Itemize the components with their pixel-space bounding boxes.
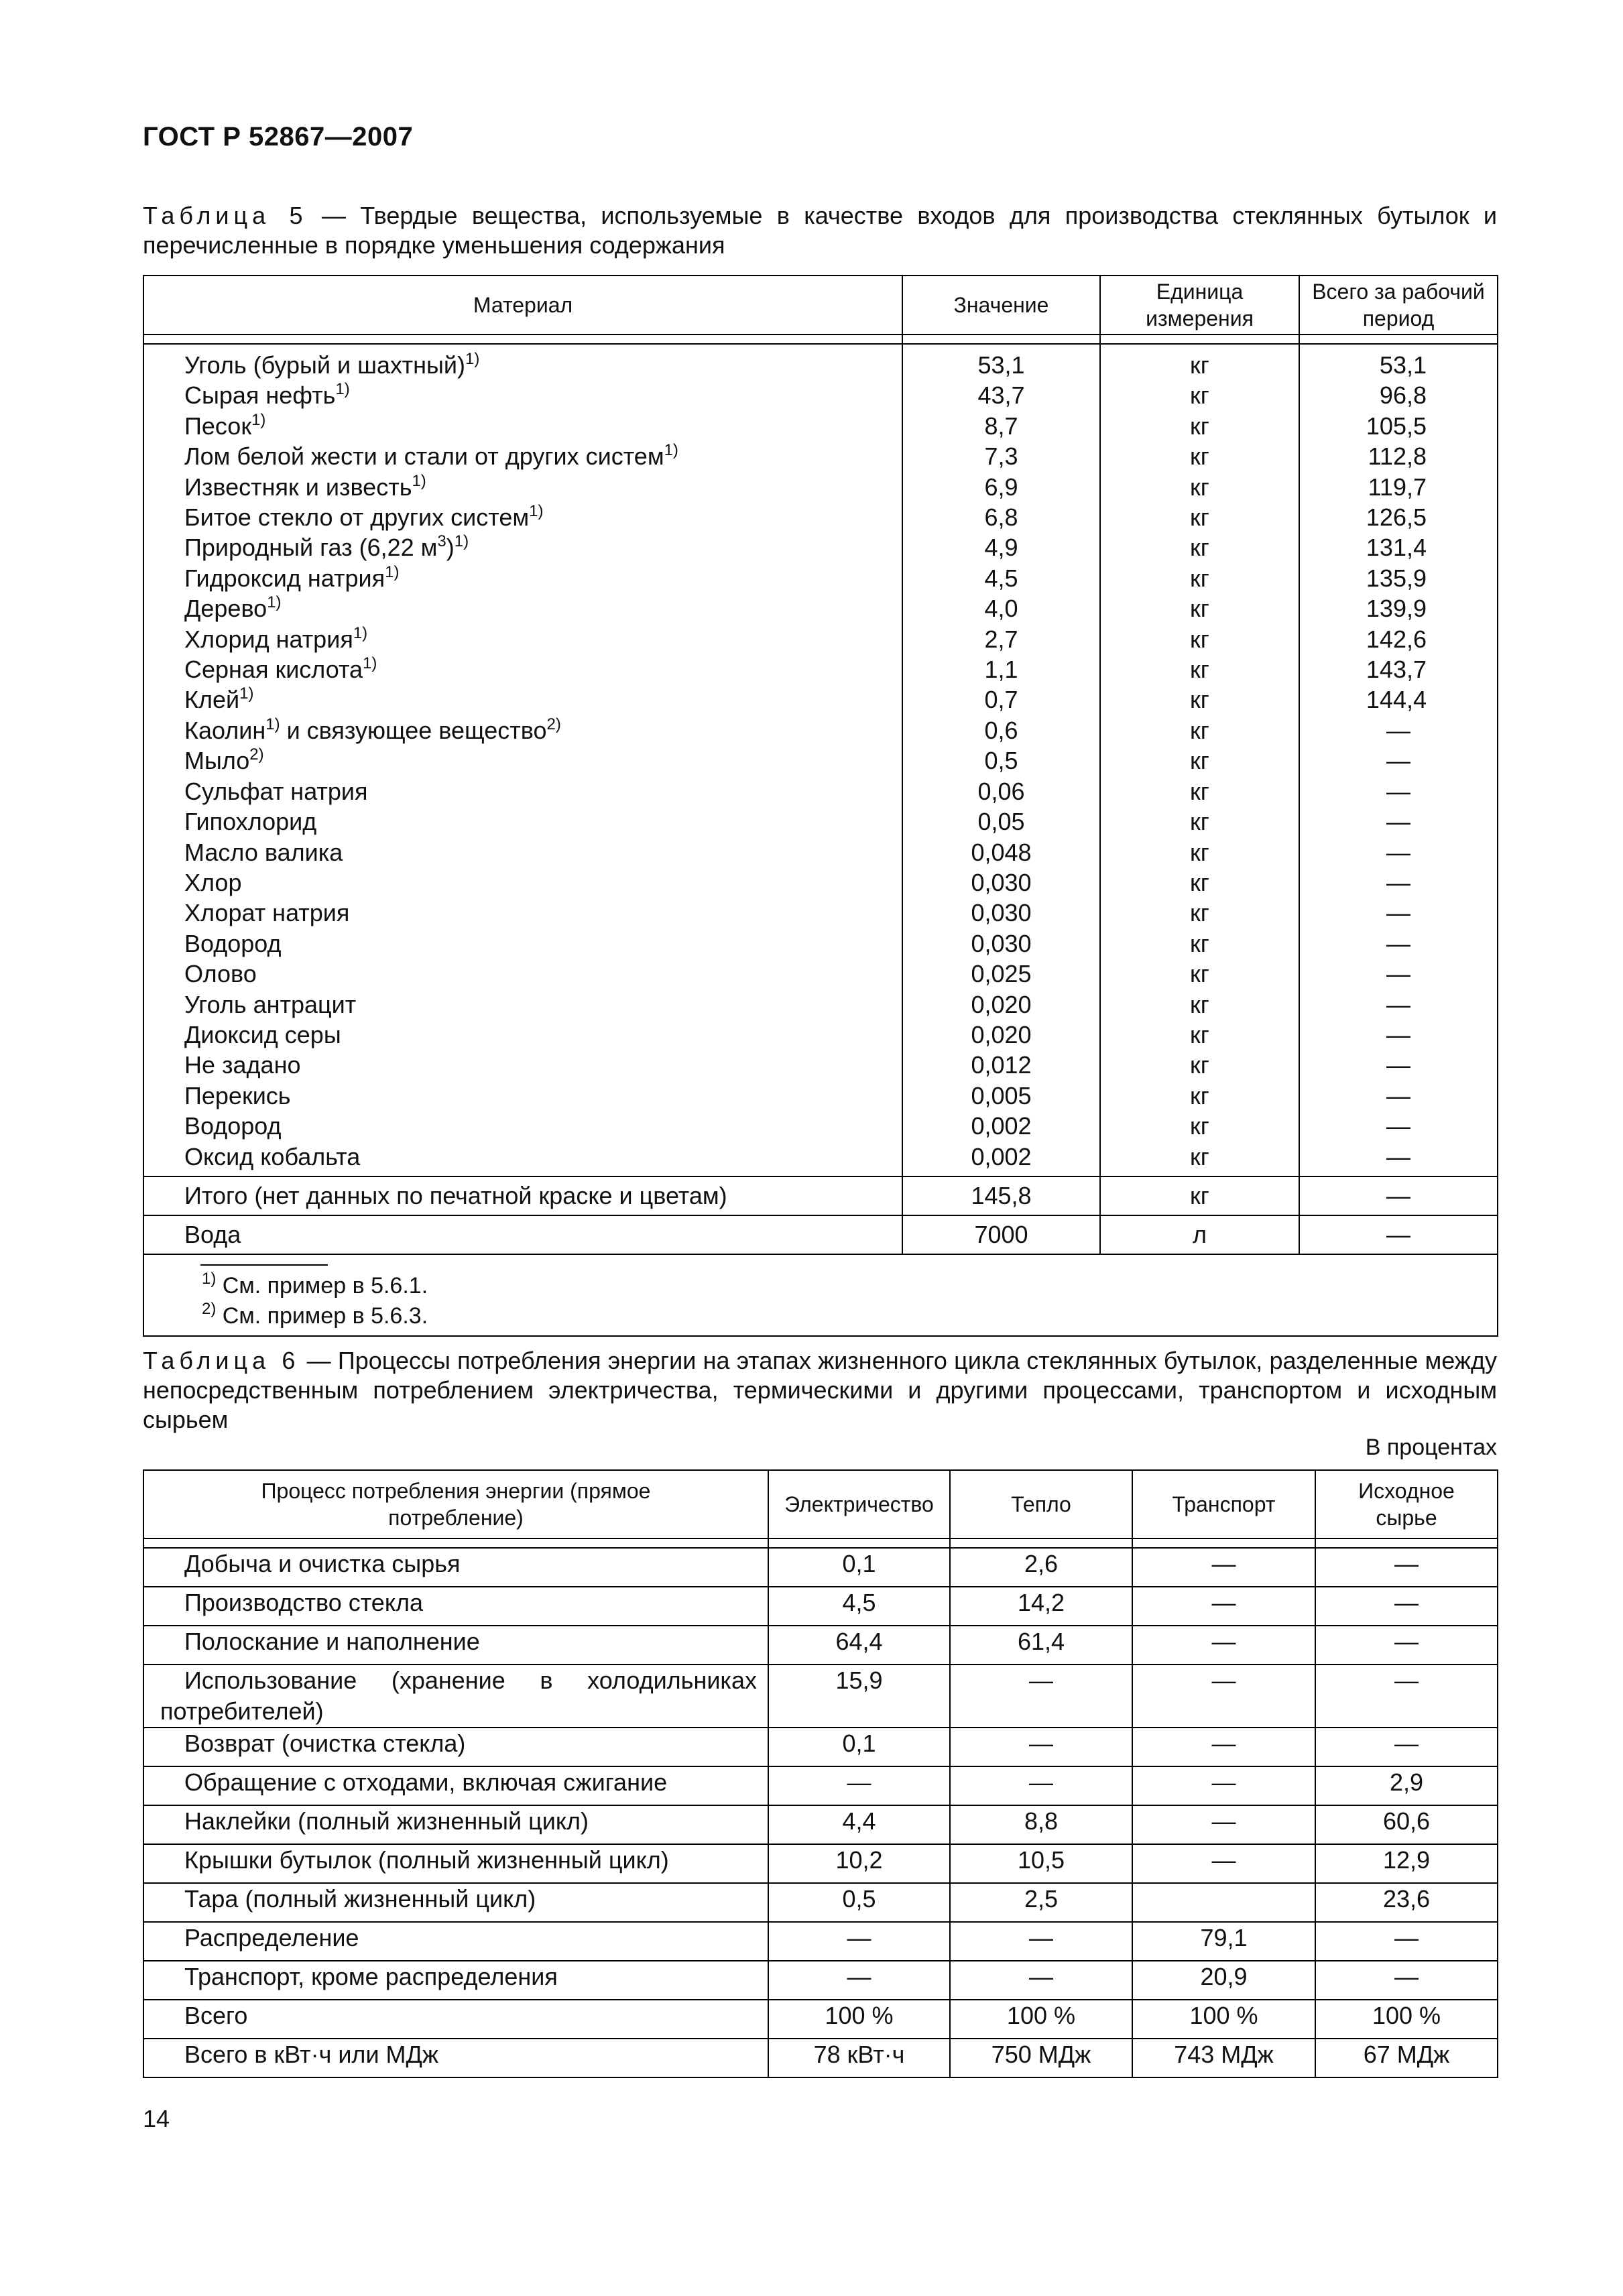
table5-value: 4,9 <box>984 534 1018 562</box>
table5-value: 8,7 <box>984 412 1018 440</box>
table5-total: 119,7 <box>1368 473 1427 501</box>
table6-cell-raw: — <box>1315 1665 1498 1728</box>
table6-cell-electricity: 10,2 <box>768 1844 950 1883</box>
table5-material: Дерево$^{1)}$ <box>184 593 282 623</box>
table6-row <box>143 1844 1498 1883</box>
table5-total: — <box>1386 960 1410 988</box>
table5-material: Известняк и известь$^{1)}$ <box>184 471 426 501</box>
table5-value: 0,06 <box>977 777 1025 805</box>
table6-cell-heat: 10,5 <box>950 1844 1132 1883</box>
table5-value: 6,8 <box>984 503 1018 532</box>
table5-total-row <box>143 1176 1498 1215</box>
table5-value: 0,005 <box>971 1081 1032 1109</box>
table5-unit: кг <box>1190 564 1209 592</box>
table5-unit: кг <box>1190 1081 1209 1109</box>
table5-total: 53,1 <box>1379 351 1427 379</box>
table6-cell-transport: 743 МДж <box>1132 2039 1315 2077</box>
table5-value: 53,1 <box>977 351 1025 379</box>
table5-water-row <box>143 1215 1498 1254</box>
table6-cell-transport: — <box>1132 1805 1315 1844</box>
table5-value: 0,6 <box>984 716 1018 744</box>
table6-row <box>143 1883 1498 1922</box>
table5-total-total: — <box>1299 1176 1498 1215</box>
table6-cell-heat: — <box>950 1766 1132 1805</box>
table5-value: 0,030 <box>971 899 1032 927</box>
footnote-rule <box>200 1264 328 1266</box>
table5-unit: кг <box>1190 1051 1209 1079</box>
table6-cell-process: Добыча и очистка сырья <box>143 1548 768 1587</box>
table5-total: 126,5 <box>1366 503 1427 532</box>
table6-cell-electricity: 4,4 <box>768 1805 950 1844</box>
table5-unit: кг <box>1190 625 1209 653</box>
table6-row <box>143 1805 1498 1844</box>
table5-value: 0,7 <box>984 686 1018 714</box>
table6-cell-electricity: 64,4 <box>768 1626 950 1665</box>
table5-value: 4,5 <box>984 564 1018 592</box>
table5-unit: кг <box>1190 473 1209 501</box>
table5-unit: кг <box>1190 686 1209 714</box>
table6-cell-process: Обращение с отходами, включая сжигание <box>143 1766 768 1805</box>
table5-value: 1,1 <box>984 656 1018 684</box>
table5-caption-text: — Твердые вещества, используемые в качестве входов для производства стеклянных бутылок и перечисленные в порядке уменьшения содержания <box>143 202 1497 259</box>
table6-cell-electricity: 0,1 <box>768 1548 950 1587</box>
table5-total: — <box>1386 716 1410 744</box>
table5-total: — <box>1386 777 1410 805</box>
table5-total: — <box>1386 868 1410 896</box>
table6-cell-raw: — <box>1315 1587 1498 1626</box>
table5-unit: кг <box>1190 381 1209 410</box>
table5-material: Сульфат натрия <box>184 777 368 805</box>
table5-unit: кг <box>1190 1112 1209 1140</box>
table6-cell-process: Транспорт, кроме распределения <box>143 1961 768 2000</box>
table5-material: Водород <box>184 929 282 957</box>
table6-caption <box>143 1346 1497 1435</box>
table6-body <box>143 1548 1498 2077</box>
table5-total-value: 145,8 <box>902 1176 1100 1215</box>
table5-unit: кг <box>1190 990 1209 1018</box>
table5-total-label: Итого (нет данных по печатной краске и цветам) <box>143 1176 902 1215</box>
table5-water-total: — <box>1299 1215 1498 1254</box>
table5-value: 7,3 <box>984 442 1018 471</box>
table5-unit: кг <box>1190 960 1209 988</box>
table5-total-unit: кг <box>1100 1176 1299 1215</box>
table6-cell-process: Всего <box>143 2000 768 2039</box>
table6-cell-raw: — <box>1315 1728 1498 1766</box>
table5-total: — <box>1386 899 1410 927</box>
table5-value: 0,025 <box>971 960 1032 988</box>
table6-cell-transport: — <box>1132 1587 1315 1626</box>
table5-footnotes-row <box>143 1254 1498 1336</box>
table6-cell-electricity: 0,5 <box>768 1883 950 1922</box>
table5-material: Песок$^{1)}$ <box>184 410 266 440</box>
table6-header-transport: Транспорт <box>1132 1470 1315 1538</box>
table6-row <box>143 1587 1498 1626</box>
table6-cell-process: Использование (хранение в холодильниках потребителей) <box>143 1665 768 1728</box>
table5-value: 0,002 <box>971 1112 1032 1140</box>
table5-value: 0,012 <box>971 1051 1032 1079</box>
table6-cell-heat: 61,4 <box>950 1626 1132 1665</box>
table6-cell-raw: 67 МДж <box>1315 2039 1498 2077</box>
table6-units-note: В процентах <box>1365 1435 1497 1460</box>
table5-caption-number: Таблица 5 <box>143 202 308 229</box>
table5-water-value: 7000 <box>902 1215 1100 1254</box>
table6-cell-process: Полоскание и наполнение <box>143 1626 768 1665</box>
table6-cell-heat: — <box>950 1665 1132 1728</box>
table6-cell-transport: — <box>1132 1665 1315 1728</box>
table5-total: — <box>1386 747 1410 775</box>
table6-cell-heat: — <box>950 1922 1132 1961</box>
table6-header-row <box>143 1470 1498 1538</box>
table6-cell-electricity: 100 % <box>768 2000 950 2039</box>
table5-total: 135,9 <box>1366 564 1427 592</box>
table6-cell-raw: 60,6 <box>1315 1805 1498 1844</box>
table6-cell-process: Производство стекла <box>143 1587 768 1626</box>
page-number: 14 <box>143 2105 170 2132</box>
table5-material-column <box>143 344 902 1176</box>
table6-cell-heat: — <box>950 1961 1132 2000</box>
table5-unit: кг <box>1190 1020 1209 1048</box>
table6-cell-raw: — <box>1315 1922 1498 1961</box>
table5-unit: кг <box>1190 534 1209 562</box>
table5-unit: кг <box>1190 351 1209 379</box>
table5-value: 0,030 <box>971 868 1032 896</box>
table5-material: Лом белой жести и стали от других систем$^{1)}$ <box>184 441 678 471</box>
table5-unit: кг <box>1190 716 1209 744</box>
table6-cell-transport: — <box>1132 1626 1315 1665</box>
table6-cell-heat: 2,5 <box>950 1883 1132 1922</box>
table5-material: Оксид кобальта <box>184 1142 361 1170</box>
table5-unit: кг <box>1190 1142 1209 1170</box>
table5-unit: кг <box>1190 503 1209 532</box>
table6-cell-transport: — <box>1132 1844 1315 1883</box>
table6-header-electricity: Электричество <box>768 1470 950 1538</box>
table5 <box>143 275 1498 1337</box>
table5-total: — <box>1386 990 1410 1018</box>
table6-row <box>143 2000 1498 2039</box>
table5-total: 139,9 <box>1366 595 1427 623</box>
table6-cell-electricity: 15,9 <box>768 1665 950 1728</box>
table6-cell-electricity: — <box>768 1922 950 1961</box>
table6-cell-process: Наклейки (полный жизненный цикл) <box>143 1805 768 1844</box>
table5-header-total: Всего за рабочий период <box>1299 276 1498 335</box>
table5-header-material: Материал <box>143 276 902 335</box>
table5-value: 0,020 <box>971 990 1032 1018</box>
table6-cell-electricity: 0,1 <box>768 1728 950 1766</box>
table5-material: Клей$^{1)}$ <box>184 684 254 714</box>
table5-material: Гипохлорид <box>184 808 317 836</box>
table5-material: Перекись <box>184 1081 291 1109</box>
table6-row <box>143 2039 1498 2077</box>
table6-cell-heat: 8,8 <box>950 1805 1132 1844</box>
table6-row <box>143 1665 1498 1728</box>
table5-material: Гидроксид натрия$^{1)}$ <box>184 562 400 592</box>
table5-water-unit: л <box>1100 1215 1299 1254</box>
table6-cell-heat: 750 МДж <box>950 2039 1132 2077</box>
table5-unit: кг <box>1190 899 1209 927</box>
table6-cell-process: Возврат (очистка стекла) <box>143 1728 768 1766</box>
table5-material: Масло валика <box>184 838 343 866</box>
table5-unit: кг <box>1190 868 1209 896</box>
table5-total: 144,4 <box>1366 686 1427 714</box>
table5-material: Уголь (бурый и шахтный)$^{1)}$ <box>184 350 480 379</box>
table5-unit-column <box>1100 344 1299 1176</box>
table5-caption <box>143 201 1497 260</box>
table6-cell-electricity: — <box>768 1961 950 2000</box>
table6-caption-number: Таблица 6 <box>143 1347 300 1374</box>
table6-row <box>143 1922 1498 1961</box>
table5-material: Природный газ (6,22 $м^3)^{1)}$ <box>184 532 469 562</box>
table6-cell-transport <box>1132 1883 1315 1922</box>
table5-value: 0,05 <box>977 808 1025 836</box>
table5-value: 0,048 <box>971 838 1032 866</box>
table5-unit: кг <box>1190 595 1209 623</box>
table6-cell-heat: 14,2 <box>950 1587 1132 1626</box>
table5-water-label: Вода <box>143 1215 902 1254</box>
table6-cell-process: Всего в кВт·ч или МДж <box>143 2039 768 2077</box>
table5-total: — <box>1386 929 1410 957</box>
table5-total: — <box>1386 838 1410 866</box>
table5-value: 6,9 <box>984 473 1018 501</box>
table6-header-process: Процесс потребления энергии (прямое потребление) <box>143 1470 768 1538</box>
table5-header-value: Значение <box>902 276 1100 335</box>
table5-material: Олово <box>184 960 257 988</box>
table5-total: 105,5 <box>1366 412 1427 440</box>
table5-material: Серная кислота$^{1)}$ <box>184 654 377 684</box>
table6-cell-electricity: 4,5 <box>768 1587 950 1626</box>
table6-cell-electricity: 78 кВт·ч <box>768 2039 950 2077</box>
table6-cell-electricity: — <box>768 1766 950 1805</box>
table6-row <box>143 1548 1498 1587</box>
table6-cell-raw: 2,9 <box>1315 1766 1498 1805</box>
table6 <box>143 1469 1498 2078</box>
table5-header-row <box>143 276 1498 335</box>
table6-cell-process: Крышки бутылок (полный жизненный цикл) <box>143 1844 768 1883</box>
table6-row <box>143 1961 1498 2000</box>
table5-value: 0,002 <box>971 1142 1032 1170</box>
table5-total: 143,7 <box>1366 656 1427 684</box>
table5-value: 4,0 <box>984 595 1018 623</box>
table5-total: — <box>1386 808 1410 836</box>
table6-cell-transport: — <box>1132 1548 1315 1587</box>
table6-cell-transport: 20,9 <box>1132 1961 1315 2000</box>
table5-unit: кг <box>1190 442 1209 471</box>
table6-cell-transport: — <box>1132 1766 1315 1805</box>
table6-caption-text: — Процессы потребления энергии на этапах жизненного цикла стеклянных бутылок, разделенные между непосредственным потреблением электричества, термическими и другими процессами, транспортом и исходным сырьем <box>143 1347 1497 1433</box>
table6-cell-process: Тара (полный жизненный цикл) <box>143 1883 768 1922</box>
table5-material: Мыло$^{2)}$ <box>184 745 264 775</box>
table6-cell-raw: 12,9 <box>1315 1844 1498 1883</box>
table5-material: Сырая нефть$^{1)}$ <box>184 380 350 410</box>
table5-value: 2,7 <box>984 625 1018 653</box>
table5-unit: кг <box>1190 808 1209 836</box>
table5-header-unit: Единица измерения <box>1100 276 1299 335</box>
table5-material: Хлор <box>184 868 242 896</box>
table5-body <box>143 344 1498 1176</box>
table5-total: — <box>1386 1142 1410 1170</box>
table5-total: — <box>1386 1051 1410 1079</box>
table6-cell-transport: 79,1 <box>1132 1922 1315 1961</box>
table5-total: 131,4 <box>1366 534 1427 562</box>
standard-designation: ГОСТ Р 52867—2007 <box>143 122 414 152</box>
table6-cell-heat: 100 % <box>950 2000 1132 2039</box>
table5-material: Водород <box>184 1112 282 1140</box>
table5-footnotes <box>143 1254 1498 1336</box>
footnote-2: $^{2)}$ См. пример в 5.6.3. <box>202 1299 428 1329</box>
table6-row <box>143 1626 1498 1665</box>
table5-unit: кг <box>1190 656 1209 684</box>
table5-total: 96,8 <box>1379 381 1427 410</box>
table5-total: 142,6 <box>1366 625 1427 653</box>
table5-value-column <box>902 344 1100 1176</box>
table5-unit: кг <box>1190 777 1209 805</box>
table6-header-raw: Исходное сырье <box>1315 1470 1498 1538</box>
table5-total: 112,8 <box>1368 442 1427 471</box>
table5-material: Не задано <box>184 1051 301 1079</box>
table6-cell-heat: 2,6 <box>950 1548 1132 1587</box>
table5-total: — <box>1386 1020 1410 1048</box>
table6-cell-raw: 23,6 <box>1315 1883 1498 1922</box>
table5-material: Каолин$^{1)}$ и связующее вещество$^{2)}$ <box>184 715 561 744</box>
table5-unit: кг <box>1190 412 1209 440</box>
table6-row <box>143 1766 1498 1805</box>
table6-cell-raw: — <box>1315 1548 1498 1587</box>
table5-material: Уголь антрацит <box>184 990 357 1018</box>
table6-cell-transport: 100 % <box>1132 2000 1315 2039</box>
table5-value: 0,5 <box>984 747 1018 775</box>
table6-cell-raw: — <box>1315 1626 1498 1665</box>
table5-material: Диоксид серы <box>184 1020 341 1048</box>
table6-cell-transport: — <box>1132 1728 1315 1766</box>
table6-header-heat: Тепло <box>950 1470 1132 1538</box>
table6-cell-heat: — <box>950 1728 1132 1766</box>
table6-cell-raw: — <box>1315 1961 1498 2000</box>
table5-material: Хлорат натрия <box>184 899 350 927</box>
table6-cell-raw: 100 % <box>1315 2000 1498 2039</box>
table5-material: Битое стекло от других систем$^{1)}$ <box>184 502 544 532</box>
table5-total: — <box>1386 1112 1410 1140</box>
table5-total: — <box>1386 1081 1410 1109</box>
footnote-1: $^{1)}$ См. пример в 5.6.1. <box>202 1269 428 1298</box>
table5-material: Хлорид натрия$^{1)}$ <box>184 623 368 653</box>
table5-unit: кг <box>1190 747 1209 775</box>
table6-row <box>143 1728 1498 1766</box>
table6-cell-process: Распределение <box>143 1922 768 1961</box>
table5-total-column <box>1299 344 1498 1176</box>
table5-value: 0,020 <box>971 1020 1032 1048</box>
table5-value: 43,7 <box>977 381 1025 410</box>
table5-unit: кг <box>1190 929 1209 957</box>
table5-unit: кг <box>1190 838 1209 866</box>
table5-value: 0,030 <box>971 929 1032 957</box>
